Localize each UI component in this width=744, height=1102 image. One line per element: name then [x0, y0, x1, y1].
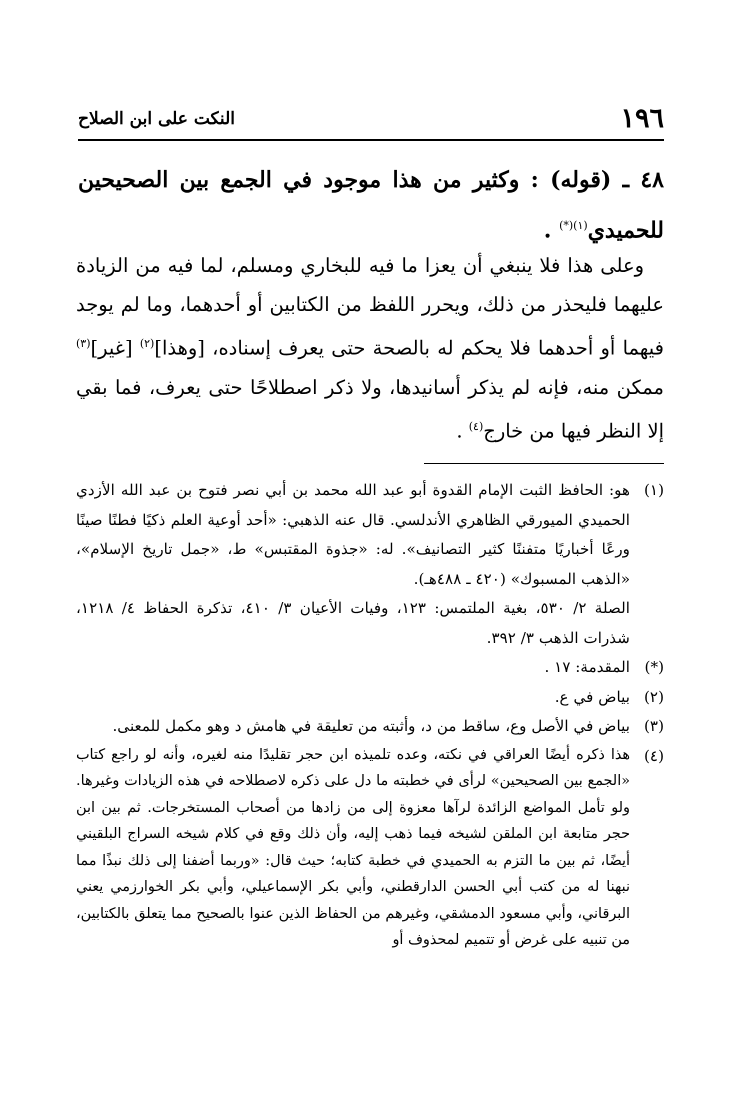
footnote-2: [76, 683, 664, 713]
footnotes: [76, 476, 664, 954]
footnote-3-text: بياض في الأصل وع، ساقط من د، وأثبته من تعليقة في هامش د وهو مكمل للمعنى.: [112, 717, 630, 735]
page-number: ١٩٦: [620, 103, 664, 134]
footnote-star-text: المقدمة: ١٧ .: [544, 658, 630, 676]
footnote-separator: [424, 463, 664, 464]
footnote-ref-3[interactable]: (٣): [76, 337, 91, 350]
body-part-2: [غير]: [90, 336, 140, 360]
footnote-marker: (١): [643, 481, 664, 499]
body-paragraph: [76, 246, 664, 450]
footnote-ref-2[interactable]: (٢): [139, 337, 155, 350]
footnote-1-sources: الصلة ٢/ ٥٣٠، بغية الملتمس: ١٢٣، وفيات الأعيان ٣/ ٤١٠، تذكرة الحفاظ ٤/ ١٢١٨، شذرات الذهب ٣/ ٣٩٢.: [76, 599, 630, 647]
section-heading: [78, 158, 664, 253]
running-title: النكت على ابن الصلاح: [78, 109, 235, 129]
footnote-1-bio: هو: الحافظ الثبت الإمام القدوة أبو عبد الله محمد بن أبي نصر فتوح بن عبد الله الأزدي الحميدي الميورقي الظاهري الأندلسي. قال عنه الذهبي: «أحد أوعية العلم ذكيًا فطنًا صينًا ورعًا أخباريًا متفننًا كثير التصانيف». له: «جذوة المقتبس» ط، «جمل تاريخ الإسلام»، «الذهب المسبوك» (٤٢٠ ـ ٤٨٨هـ).: [76, 481, 630, 588]
footnote-marker: (*): [644, 658, 664, 676]
footnote-4-text: هذا ذكره أيضًا العراقي في نكته، وعده تلميذه ابن حجر تقليدًا منه لغيره، وأنه لو راجع كتاب «الجمع بين الصحيحين» لرأى في خطبته ما دل على ذكره لاصطلاحه في هذه الزيادات وغيرها. ولو تأمل المواضع الزائدة لرآها معزوة إلى من زادها من أصحاب المستخرجات. ثم بين ابن حجر متابعة ابن الملقن لشيخه فيما ذهب إليه، وأن ذلك وقع في كلام شيخه السراج البلقيني أيضًا، ثم بين ما التزم به الحميدي في خطبة كتابه؛ حيث قال: «وربما أضفنا إلى ذلك نبذًا مما نبهنا له من كتب أبي الحسن الدارقطني، وأبي بكر الإسماعيلي، وأبي بكر الخوارزمي يعني البرقاني، وأبي مسعود الدمشقي، وغيرهم من الحفاظ الذين عنوا بالصحيح مما يتعلق بالكتابين، من تنبيه على غرض أو تتميم لمحذوف أو: [76, 746, 630, 948]
page-header: [78, 104, 664, 134]
footnote-star: [76, 653, 664, 683]
footnote-2-text: بياض في ع.: [554, 687, 630, 706]
footnote-marker: (٢): [643, 687, 664, 706]
body-part-3: ممكن منه، فإنه لم يذكر أسانيدها، ولا ذكر اصطلاحًا حتى يعرف، فما بقي إلا النظر فيها من خارج: [76, 375, 664, 442]
heading-text: (قوله) : وكثير من هذا موجود في الجمع بين الصحيحين للحميدي: [78, 167, 664, 244]
heading-number: ٤٨ ـ: [622, 167, 664, 193]
footnote-marker: (٣): [643, 717, 664, 735]
footnote-marker: (٤): [643, 746, 664, 765]
heading-footnote-refs[interactable]: (١)(*): [559, 219, 588, 232]
footnote-3: [76, 712, 664, 742]
footnote-4: [76, 742, 664, 954]
footnote-1: [76, 476, 664, 653]
heading-end: .: [543, 217, 560, 244]
header-rule: [78, 139, 664, 141]
footnote-ref-4[interactable]: (٤): [468, 419, 484, 433]
body-end: .: [456, 419, 469, 442]
body-part-1: وعلى هذا فلا ينبغي أن يعزا ما فيه للبخاري ومسلم، لما فيه من الزيادة عليهما فليحذر من ذلك، ويحرر اللفظ من الكتابين أو أحدهما، وما لم يوجد فيهما أو أحدهما فلا يحكم له بالصحة حتى يعرف إسناده، [وهذا]: [76, 254, 664, 360]
